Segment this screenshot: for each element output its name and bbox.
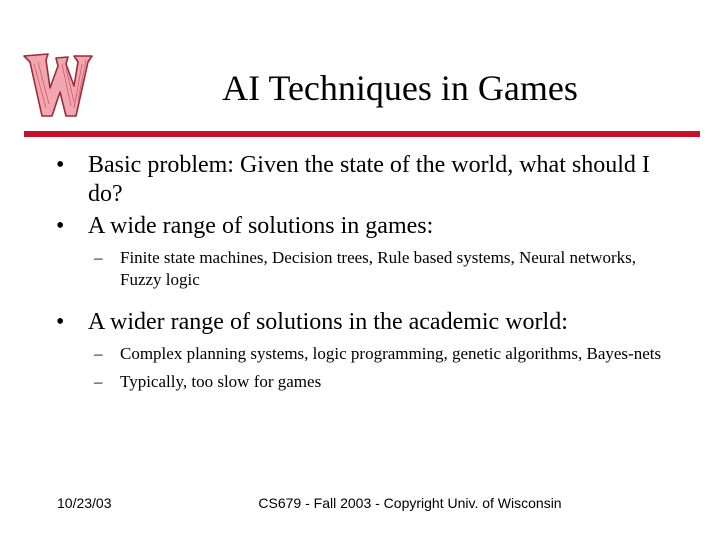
bullet-marker: •: [56, 213, 65, 239]
sub-bullet-item: [56, 371, 676, 393]
bullet-text: A wider range of solutions in the academic world:: [88, 309, 568, 335]
sub-bullet-text: Complex planning systems, logic programming, genetic algorithms, Bayes-nets: [120, 344, 662, 363]
sub-bullet-text: Finite state machines, Decision trees, Rule based systems, Neural networks, Fuzzy logic: [120, 248, 637, 289]
sub-bullet-item: [56, 343, 676, 365]
footer-copyright: CS679 - Fall 2003 - Copyright Univ. of Wisconsin: [258, 495, 562, 511]
wisconsin-w-logo-icon: [16, 44, 98, 124]
bullet-text: A wide range of solutions in games:: [88, 213, 434, 239]
bullet-item: [56, 212, 676, 241]
bullet-text: Basic problem: Given the state of the world, what should I do?: [88, 152, 650, 207]
footer-date: 10/23/03: [57, 495, 112, 511]
sub-bullet-text: Typically, too slow for games: [120, 372, 322, 391]
bullet-list: [56, 148, 676, 393]
slide-title: AI Techniques in Games: [222, 68, 578, 108]
bullet-marker: •: [56, 309, 65, 335]
title-divider: [24, 131, 700, 137]
dash-marker: –: [94, 344, 103, 363]
dash-marker: –: [94, 248, 103, 267]
bullet-item: [56, 308, 676, 337]
sub-bullet-item: [56, 247, 676, 291]
dash-marker: –: [94, 372, 103, 391]
bullet-item: [56, 151, 676, 209]
bullet-marker: •: [56, 152, 65, 178]
